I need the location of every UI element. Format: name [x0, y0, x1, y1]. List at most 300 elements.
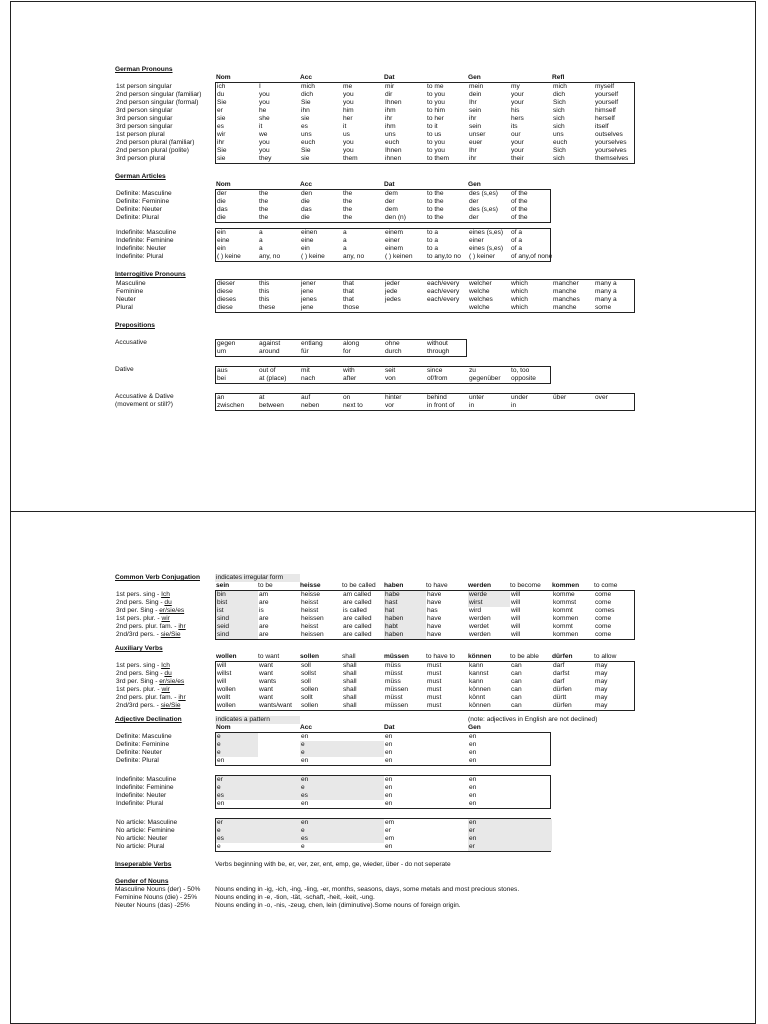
person-label: 3rd per. Sing -	[116, 607, 158, 614]
table-cell: to the	[427, 214, 444, 221]
table-cell: Sie	[217, 147, 227, 154]
table-cell: sie	[217, 115, 226, 122]
table-cell: are	[259, 623, 269, 630]
row-label: No article: Neuter	[116, 835, 168, 842]
row-label	[116, 686, 216, 694]
table-cell: are called	[343, 631, 372, 638]
table-cell: over	[595, 394, 608, 401]
table-cell: uns	[385, 131, 396, 138]
table-row	[116, 623, 634, 631]
table-cell: ( ) keiner	[469, 253, 496, 260]
table-cell: en	[217, 800, 225, 807]
table-cell: er	[468, 827, 510, 835]
table-cell: shall	[343, 670, 357, 677]
table-cell: das	[217, 206, 228, 213]
dative-prepositions	[115, 366, 649, 384]
row-label: Masculine	[116, 280, 146, 287]
table-cell: kannst	[469, 670, 489, 677]
table-cell: jener	[301, 280, 316, 287]
accusative-label: Accusative	[115, 339, 147, 346]
pronouns-table	[116, 82, 635, 164]
column-header: Nom	[216, 74, 231, 81]
page-one	[10, 1, 756, 512]
table-cell: jeder	[385, 280, 400, 287]
table-cell: this	[259, 280, 270, 287]
table-cell: can	[511, 686, 522, 693]
table-cell: müss	[385, 662, 401, 669]
person-label: 2nd/3rd pers. -	[116, 631, 159, 638]
table-cell: hinter	[385, 394, 402, 401]
table-cell: ihnen	[385, 155, 402, 162]
verbs-title: Common Verb Conjugation	[115, 574, 200, 581]
table-cell: are	[259, 599, 269, 606]
table-row	[116, 198, 550, 206]
table-cell: er	[216, 819, 258, 827]
table-cell: have	[427, 631, 442, 638]
table-cell	[384, 304, 426, 312]
table-cell: will	[511, 615, 521, 622]
table-cell: of any,of none	[511, 253, 552, 260]
table-cell: müsst	[385, 670, 403, 677]
table-cell: under	[511, 394, 528, 401]
table-cell: en	[301, 733, 309, 740]
column-header: Dat	[384, 181, 395, 188]
table-cell	[510, 843, 552, 851]
table-cell	[342, 827, 384, 835]
column-header	[509, 724, 551, 732]
table-cell: euch	[301, 139, 316, 146]
row-label	[116, 702, 216, 710]
adjective-indefinite-table	[116, 775, 551, 809]
gender-row-masculine	[115, 886, 649, 894]
table-cell: have	[427, 615, 442, 622]
table-cell: this	[259, 296, 270, 303]
row-label: 2nd person plural (familiar)	[116, 139, 195, 146]
table-cell: without	[427, 340, 448, 347]
row-label: Indefinite: Neuter	[116, 245, 167, 252]
adjective-noarticle-table	[116, 818, 551, 852]
table-cell: are	[259, 631, 269, 638]
table-cell: may	[595, 678, 608, 685]
table-cell: der	[385, 198, 395, 205]
table-cell: comes	[595, 607, 615, 614]
row-label: Indefinite: Neuter	[116, 792, 167, 799]
table-cell: en	[385, 733, 393, 740]
table-row	[116, 749, 550, 757]
table-cell: a	[343, 237, 347, 244]
table-cell: you	[343, 99, 354, 106]
table-cell	[258, 843, 300, 851]
table-cell	[426, 800, 468, 808]
table-cell: want	[259, 662, 273, 669]
table-cell: einen	[301, 229, 318, 236]
table-cell: für	[301, 348, 309, 355]
column-header: dürfen	[552, 653, 573, 660]
table-cell	[258, 741, 300, 749]
table-cell: ein	[217, 229, 226, 236]
table-cell: mich	[553, 83, 567, 90]
person-label: 2nd pers. plur. fam. -	[116, 694, 177, 701]
table-cell	[258, 733, 300, 741]
table-cell: may	[595, 702, 608, 709]
table-cell: since	[427, 367, 443, 374]
table-cell: es	[300, 835, 342, 843]
table-cell: wirst	[468, 599, 510, 607]
table-cell: Ihr	[469, 99, 477, 106]
table-cell: eine	[301, 237, 314, 244]
table-cell: at (place)	[259, 375, 287, 382]
table-cell: welche	[469, 288, 490, 295]
table-row	[116, 155, 634, 163]
table-cell: dieses	[217, 296, 237, 303]
table-cell: out of	[259, 367, 276, 374]
table-cell: der	[217, 190, 227, 197]
row-label	[116, 599, 216, 607]
table-cell: itself	[595, 123, 609, 130]
table-cell	[426, 819, 468, 827]
table-cell: of/from	[427, 375, 448, 382]
table-cell: Sich	[553, 99, 566, 106]
table-cell: to you	[427, 147, 445, 154]
column-header: werden	[468, 582, 492, 589]
prepositions-title: Prepositions	[115, 322, 155, 329]
table-cell: hast	[384, 599, 426, 607]
table-cell: ihr	[217, 139, 225, 146]
column-header: Acc	[300, 181, 313, 188]
table-cell: ihr	[469, 155, 477, 162]
column-header: to be called	[342, 582, 376, 589]
table-cell: kommt	[553, 607, 573, 614]
table-row	[116, 741, 550, 749]
table-cell: vor	[385, 402, 395, 409]
table-cell: will	[511, 631, 521, 638]
table-cell	[258, 776, 300, 784]
table-cell: werden	[469, 631, 491, 638]
table-cell: bei	[217, 375, 226, 382]
table-cell: can	[511, 678, 522, 685]
row-label: Definite: Feminine	[116, 741, 170, 748]
table-row	[116, 288, 634, 296]
table-row	[216, 402, 634, 410]
column-header	[341, 181, 383, 189]
table-cell: a	[259, 245, 263, 252]
table-cell: to her	[427, 115, 444, 122]
table-cell	[426, 784, 468, 792]
table-cell: e	[301, 843, 305, 850]
column-header	[341, 724, 383, 732]
column-header	[593, 74, 635, 82]
table-row	[216, 375, 550, 383]
table-row	[116, 784, 550, 792]
column-header: Acc	[300, 724, 313, 731]
table-cell: come	[595, 623, 612, 630]
table-cell	[258, 800, 300, 808]
verbs-header	[115, 582, 649, 590]
row-label: Plural	[116, 304, 133, 311]
table-cell: eines (s,es)	[469, 229, 504, 236]
table-cell: e	[217, 843, 221, 850]
table-cell: en	[385, 843, 393, 850]
table-cell: in front of	[427, 402, 455, 409]
row-label	[116, 631, 216, 639]
table-cell: that	[343, 296, 354, 303]
table-cell	[426, 827, 468, 835]
table-cell: you	[343, 139, 354, 146]
table-row	[116, 99, 634, 107]
verbs-title-row	[115, 574, 649, 582]
column-header: to have	[426, 582, 448, 589]
pronoun-label: sie/Sie	[160, 631, 181, 638]
table-cell: en	[469, 792, 477, 799]
table-row	[116, 190, 550, 198]
table-row	[116, 800, 550, 808]
table-cell: mich	[301, 83, 315, 90]
table-cell: Sie	[301, 147, 311, 154]
pronoun-label: sie/Sie	[160, 702, 181, 709]
table-cell: dieser	[217, 280, 235, 287]
table-cell	[342, 792, 384, 800]
table-cell	[342, 733, 384, 741]
table-cell: welcher	[469, 280, 492, 287]
row-label: 1st person plural	[116, 131, 165, 138]
table-cell: heisst	[301, 599, 319, 606]
table-cell	[426, 776, 468, 784]
inseparable-text: Verbs beginning with be, er, ver, zer, ent, emp, ge, wieder, über - do not seperate	[215, 861, 451, 868]
table-cell: to a	[427, 229, 438, 236]
table-cell: en	[469, 757, 477, 764]
pronoun-label: ihr	[178, 623, 186, 630]
pronouns-title: German Pronouns	[115, 66, 173, 73]
pattern-legend: indicates a pattern	[215, 716, 300, 724]
table-cell: die	[217, 198, 226, 205]
table-cell: mancher	[553, 280, 579, 287]
table-cell: yourself	[595, 91, 619, 98]
row-label: Definite: Neuter	[116, 206, 162, 213]
gender-title: Gender of Nouns	[115, 878, 169, 885]
table-cell: shall	[343, 662, 357, 669]
table-cell: von	[385, 375, 396, 382]
table-cell	[510, 800, 552, 808]
table-cell: may	[595, 686, 608, 693]
row-label: 2nd person plural (polite)	[116, 147, 189, 154]
table-cell: der	[469, 198, 479, 205]
table-cell: diese	[217, 304, 233, 311]
table-cell: yourself	[595, 99, 619, 106]
table-cell: ( ) keinen	[385, 253, 413, 260]
table-cell: of the	[511, 190, 528, 197]
table-cell: are called	[343, 599, 372, 606]
table-cell: sie	[301, 115, 310, 122]
table-cell: Sich	[553, 147, 566, 154]
pronoun-label: du	[164, 599, 172, 606]
table-cell: of the	[511, 214, 528, 221]
table-cell: on	[343, 394, 351, 401]
table-cell: Sie	[217, 99, 227, 106]
table-cell: must	[427, 670, 442, 677]
table-cell: jenes	[301, 296, 317, 303]
table-cell: müssen	[385, 702, 409, 709]
table-cell: to us	[427, 131, 442, 138]
table-cell: must	[427, 678, 442, 685]
table-cell: it	[343, 123, 347, 130]
table-cell: to any,to no	[427, 253, 461, 260]
table-cell: können	[469, 702, 491, 709]
table-cell: behind	[427, 394, 447, 401]
table-row	[116, 702, 634, 710]
table-cell: sollt	[301, 694, 313, 701]
table-cell: at	[259, 394, 265, 401]
table-cell: bin	[216, 591, 258, 599]
table-cell: Sie	[301, 99, 311, 106]
table-cell: are	[259, 615, 269, 622]
pronoun-label: wir	[161, 686, 170, 693]
adjective-header	[115, 724, 649, 732]
row-label: Indefinite: Plural	[116, 800, 164, 807]
table-row	[216, 348, 466, 356]
table-cell: es	[216, 835, 258, 843]
table-cell: can	[511, 662, 522, 669]
table-cell: a	[259, 229, 263, 236]
row-label	[116, 615, 216, 623]
table-cell: wir	[217, 131, 226, 138]
table-cell: to you	[427, 139, 445, 146]
table-cell: euer	[469, 139, 483, 146]
table-row	[116, 123, 634, 131]
table-row	[116, 835, 550, 843]
auxiliary-title: Auxiliary Verbs	[115, 645, 163, 652]
column-header: to come	[594, 582, 618, 589]
table-cell: en	[385, 800, 393, 807]
table-cell: am called	[343, 591, 372, 598]
page-two	[10, 511, 756, 1024]
table-row	[116, 115, 634, 123]
row-label: No article: Plural	[116, 843, 165, 850]
table-cell	[552, 402, 594, 410]
table-cell	[510, 827, 552, 835]
table-cell: haben	[384, 631, 426, 639]
column-header: Refl	[552, 74, 565, 81]
column-header: shall	[342, 653, 356, 660]
articles-title: German Articles	[115, 173, 166, 180]
table-cell: to it	[427, 123, 438, 130]
row-label: Definite: Feminine	[116, 198, 170, 205]
table-cell: en	[469, 776, 477, 783]
table-cell: wollt	[217, 694, 231, 701]
table-cell	[510, 741, 552, 749]
table-row	[116, 304, 634, 312]
table-cell: me	[343, 83, 353, 90]
table-cell	[510, 835, 552, 843]
irregular-legend: indicates irregular form	[215, 574, 300, 582]
table-cell: durch	[385, 348, 402, 355]
person-label: 2nd pers. Sing -	[116, 670, 163, 677]
definite-articles-table	[116, 189, 551, 223]
table-cell: ich	[217, 83, 226, 90]
table-cell: each/every	[427, 280, 460, 287]
table-cell: werden	[469, 615, 491, 622]
table-cell: want	[259, 686, 273, 693]
column-header: wollen	[216, 653, 237, 660]
row-label: No article: Feminine	[116, 827, 175, 834]
table-cell	[342, 749, 384, 757]
table-cell: your	[511, 139, 524, 146]
table-cell: ( ) keine	[217, 253, 241, 260]
gender-label: Neuter Nouns (das) -25%	[115, 902, 190, 909]
table-cell: the	[259, 190, 269, 197]
column-header: Gen	[468, 181, 481, 188]
articles-header	[115, 181, 649, 189]
table-cell: each/every	[427, 296, 460, 303]
table-cell: sind	[216, 615, 258, 623]
table-row	[116, 615, 634, 623]
table-row	[116, 694, 634, 702]
table-cell: einem	[385, 245, 403, 252]
person-label: 2nd/3rd pers. -	[116, 702, 159, 709]
table-cell: it	[259, 123, 263, 130]
table-cell: may	[595, 670, 608, 677]
table-cell: they	[259, 155, 272, 162]
table-cell: müsst	[385, 694, 403, 701]
table-cell: many a	[595, 296, 617, 303]
table-row	[116, 631, 634, 639]
table-cell: darf	[553, 662, 565, 669]
table-cell: Ihr	[469, 147, 477, 154]
table-cell	[258, 757, 300, 765]
person-label: 2nd pers. Sing -	[116, 599, 163, 606]
table-cell	[342, 741, 384, 749]
table-cell: must	[427, 694, 442, 701]
table-cell	[426, 304, 468, 312]
row-label: Definite: Masculine	[116, 190, 172, 197]
table-row	[216, 367, 550, 375]
table-cell: the	[343, 190, 353, 197]
table-cell: heisst	[301, 607, 319, 614]
row-label: No article: Masculine	[116, 819, 178, 826]
table-cell: ihr	[469, 115, 477, 122]
table-cell: have	[427, 591, 442, 598]
table-cell: die	[217, 214, 226, 221]
table-cell: des (s,es)	[469, 206, 498, 213]
row-label	[116, 678, 216, 686]
row-label: Indefinite: Masculine	[116, 229, 177, 236]
table-cell: next to	[343, 402, 363, 409]
table-cell: en	[469, 733, 477, 740]
dative-table	[215, 366, 551, 384]
table-cell: along	[343, 340, 360, 347]
table-cell: any, no	[259, 253, 281, 260]
table-cell: your	[511, 91, 524, 98]
pronoun-label: wir	[161, 615, 170, 622]
person-label: 1st pers. sing -	[116, 662, 160, 669]
table-cell: sind	[216, 631, 258, 639]
table-cell: jedes	[385, 296, 401, 303]
table-cell: en	[385, 749, 393, 756]
table-row	[116, 686, 634, 694]
table-cell: him	[343, 107, 354, 114]
table-cell: sollst	[301, 670, 317, 677]
table-cell: to the	[427, 198, 444, 205]
table-cell: heissen	[301, 631, 324, 638]
adjective-english-note: (note: adjectives in English are not declined)	[468, 716, 598, 723]
table-cell: müss	[385, 678, 401, 685]
column-header	[509, 74, 551, 82]
table-cell: en	[469, 784, 477, 791]
table-cell: herself	[595, 115, 615, 122]
person-label: 3rd per. Sing -	[116, 678, 158, 685]
table-cell: wollen	[217, 686, 236, 693]
table-cell: will	[217, 662, 227, 669]
table-row	[216, 340, 466, 348]
